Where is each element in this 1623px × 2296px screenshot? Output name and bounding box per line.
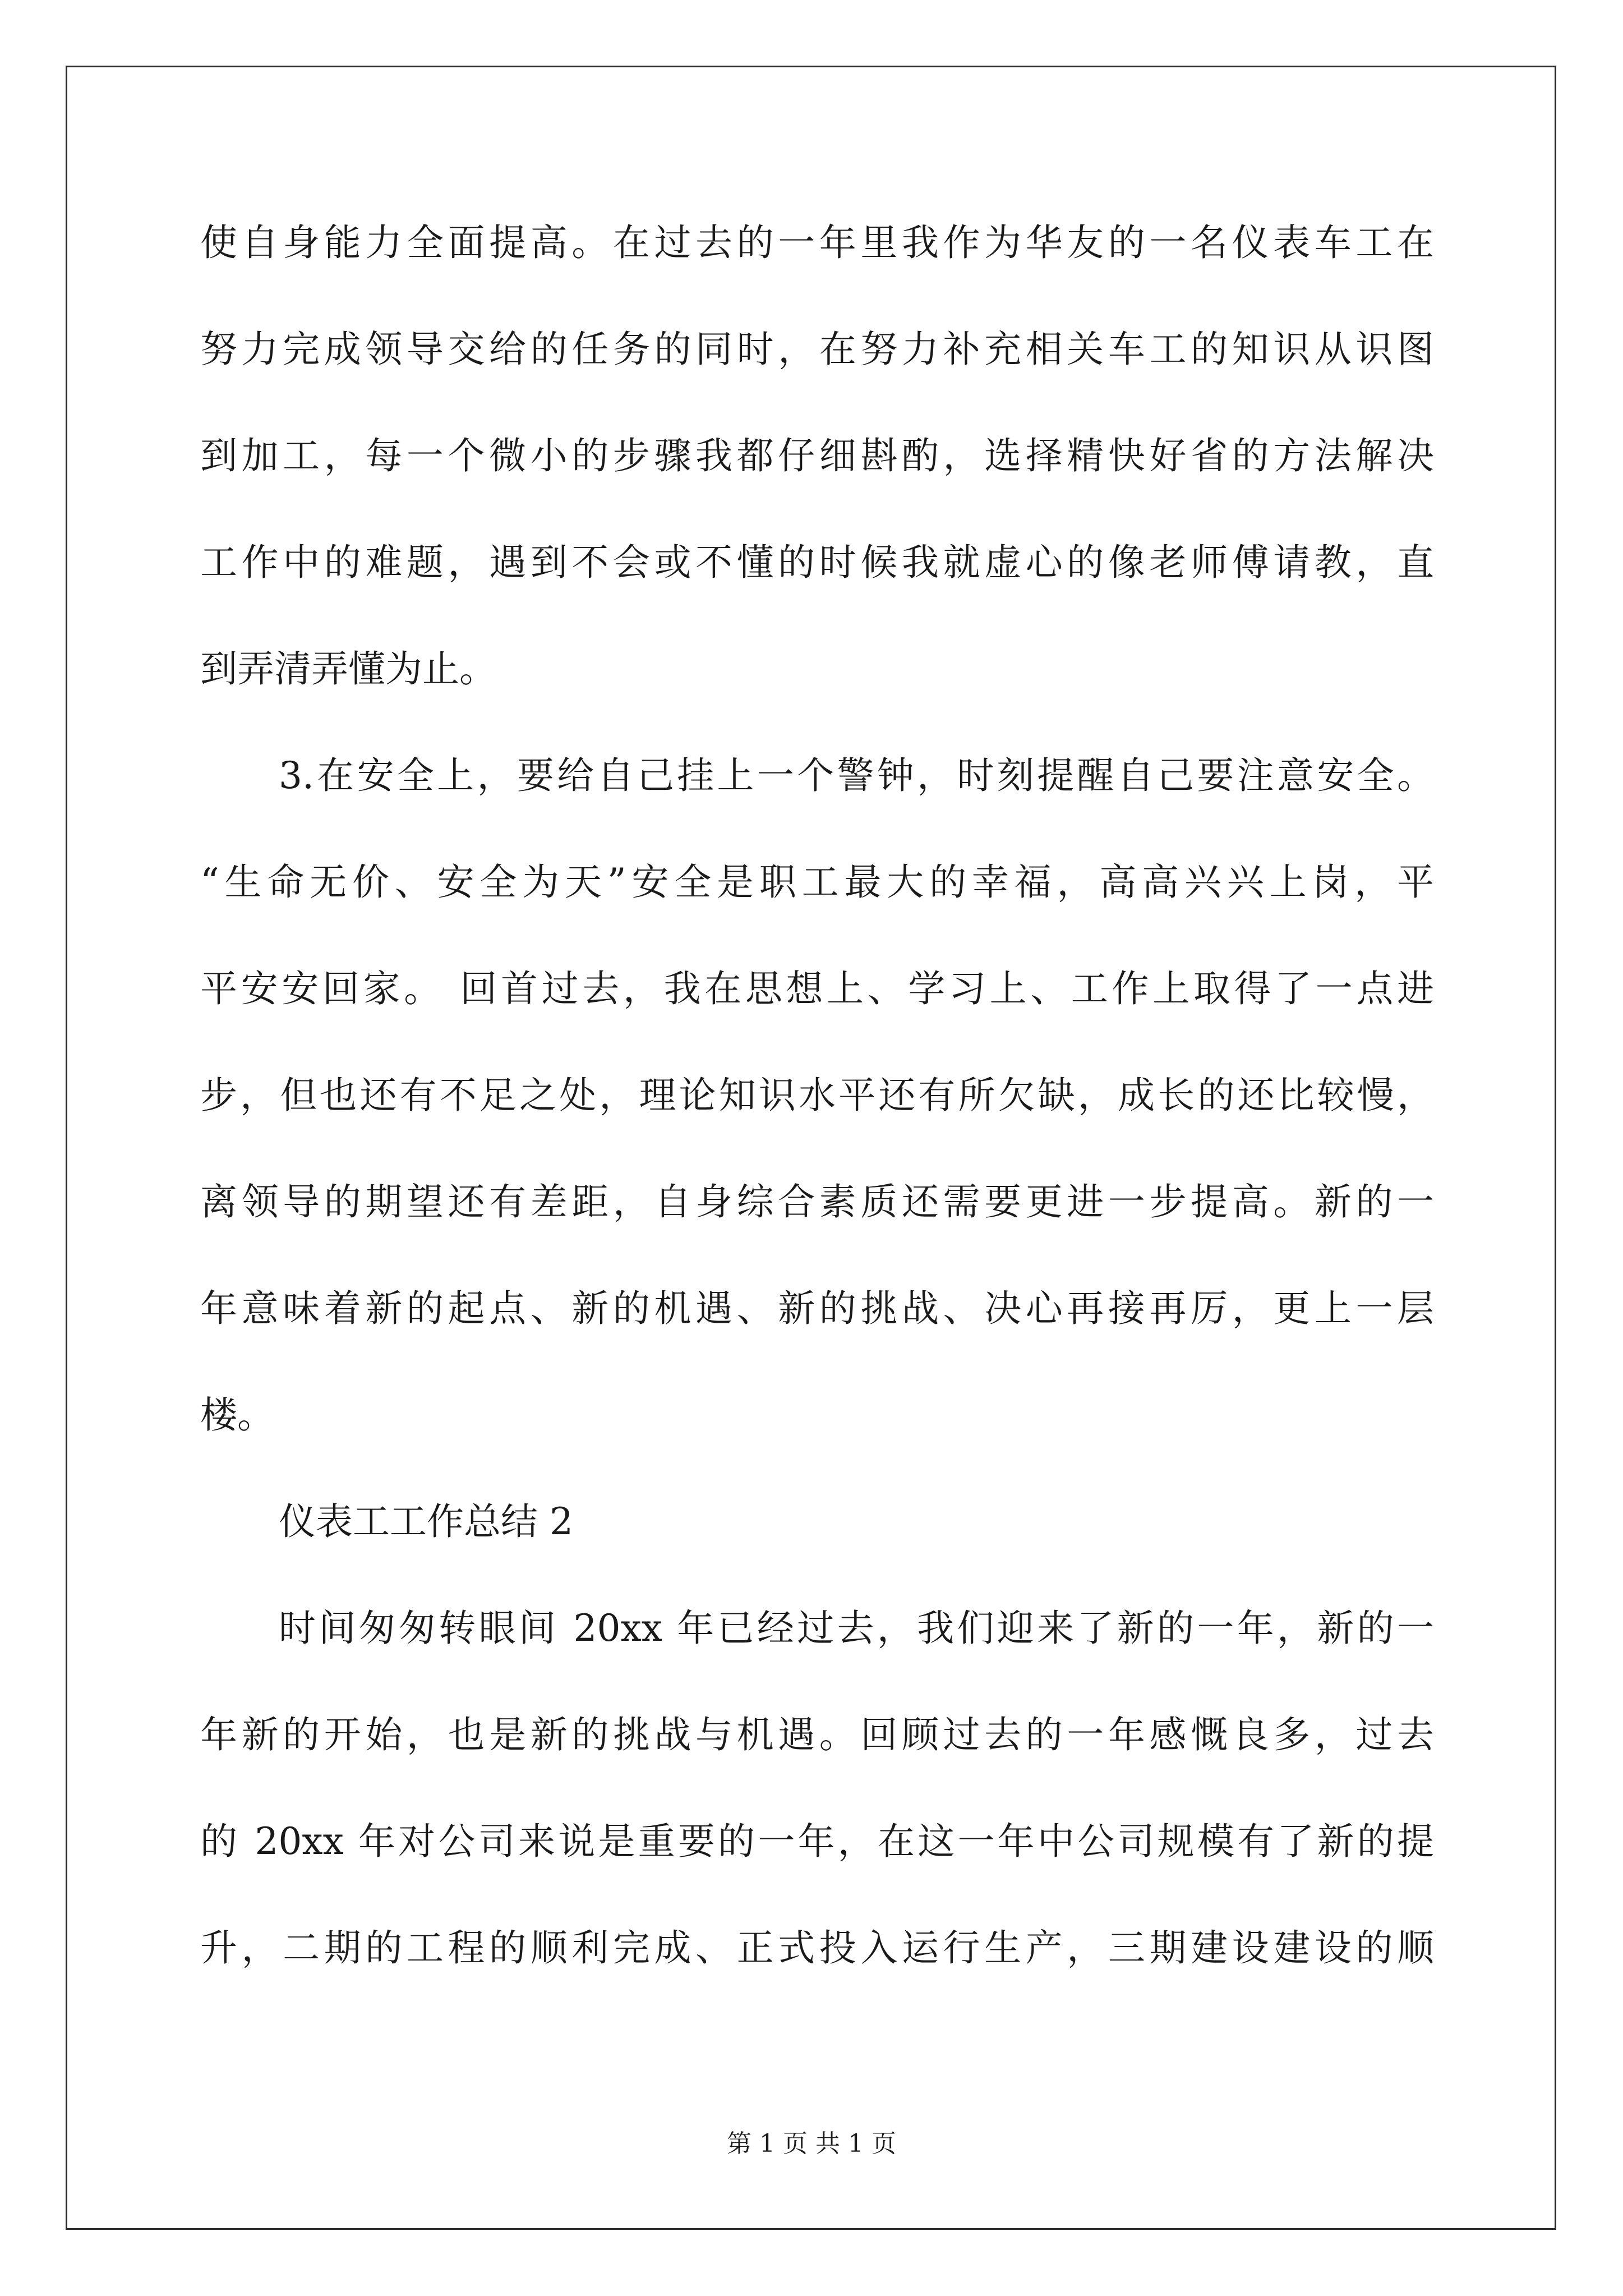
paragraph-line: 升，二期的工程的顺利完成、正式投入运行生产，三期建设建设的顺 — [200, 1926, 1434, 1970]
paragraph-line: 到弄清弄懂为止。 — [200, 647, 496, 691]
paragraph-line: “生命无价、安全为天”安全是职工最大的幸福，高高兴兴上岗，平 — [200, 861, 1434, 904]
paragraph-line: 时间匆匆转眼间 20xx 年已经过去，我们迎来了新的一年，新的一 — [279, 1607, 1434, 1650]
paragraph-line: 平安安回家。 回首过去，我在思想上、学习上、工作上取得了一点进 — [200, 967, 1434, 1010]
paragraph-line: 到加工，每一个微小的步骤我都仔细斟酌，选择精快好省的方法解决 — [200, 434, 1434, 477]
paragraph-line: 工作中的难题，遇到不会或不懂的时候我就虚心的像老师傅请教，直 — [200, 541, 1434, 584]
paragraph-line: 楼。 — [200, 1393, 274, 1437]
page-footer: 第 1 页 共 1 页 — [727, 2129, 896, 2158]
paragraph-line: 年新的开始，也是新的挑战与机遇。回顾过去的一年感慨良多，过去 — [200, 1713, 1434, 1756]
section-heading: 仪表工工作总结 2 — [279, 1500, 573, 1543]
paragraph-line: 使自身能力全面提高。在过去的一年里我作为华友的一名仪表车工在 — [200, 221, 1434, 264]
paragraph-line: 步，但也还有不足之处，理论知识水平还有所欠缺，成长的还比较慢， — [200, 1074, 1434, 1117]
paragraph-line: 年意味着新的起点、新的机遇、新的挑战、决心再接再厉，更上一层 — [200, 1287, 1434, 1330]
page-border — [66, 66, 1556, 2230]
paragraph-line: 离领导的期望还有差距，自身综合素质还需要更进一步提高。新的一 — [200, 1180, 1434, 1223]
paragraph-line: 3.在安全上，要给自己挂上一个警钟，时刻提醒自己要注意安全。 — [279, 754, 1434, 797]
paragraph-line: 努力完成领导交给的任务的同时，在努力补充相关车工的知识从识图 — [200, 328, 1434, 371]
paragraph-line: 的 20xx 年对公司来说是重要的一年，在这一年中公司规模有了新的提 — [200, 1820, 1434, 1863]
